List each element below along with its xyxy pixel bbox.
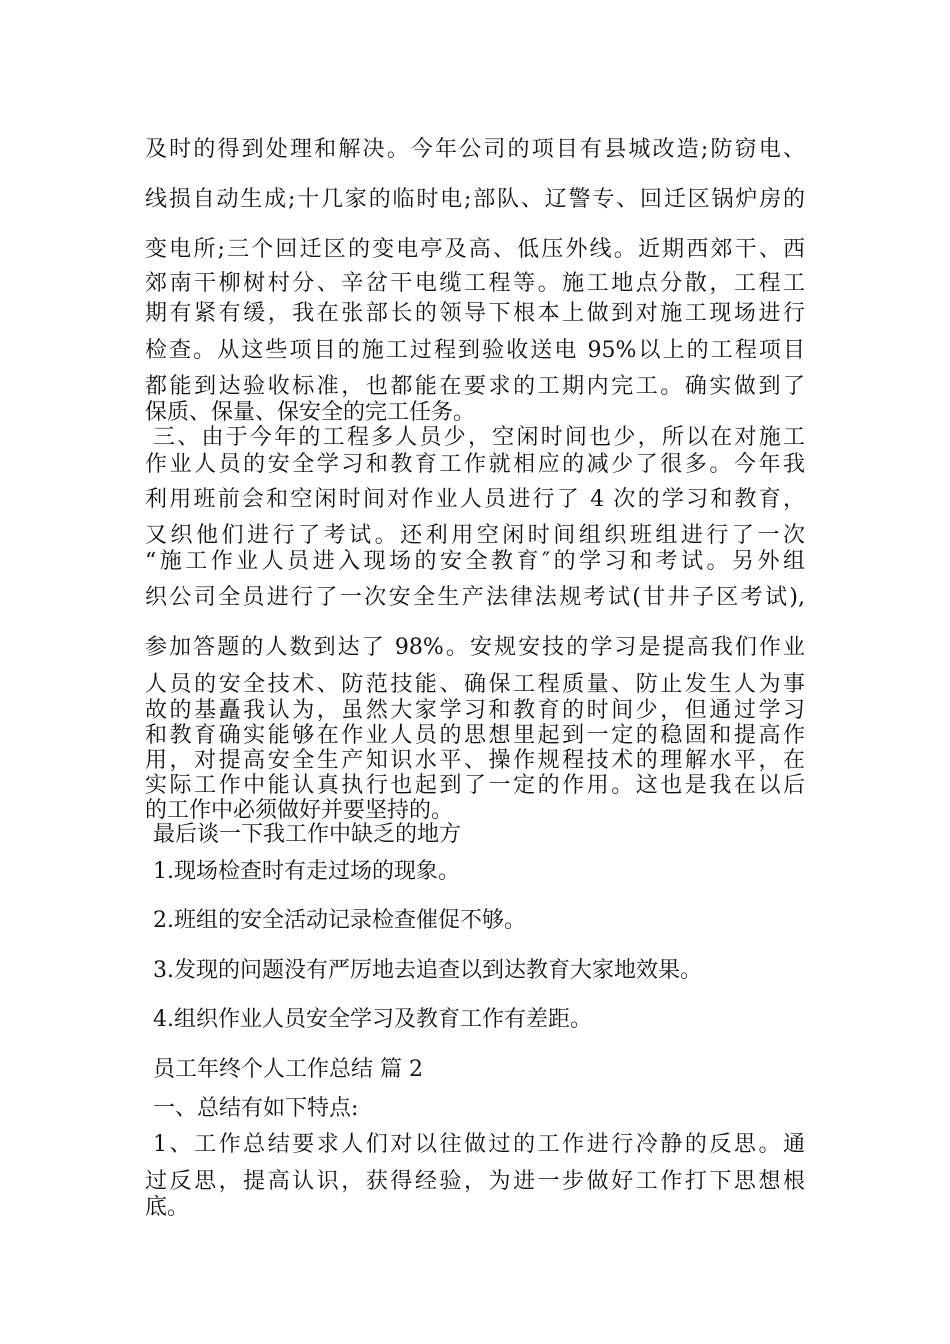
text-line: 作业人员的安全学习和教育工作就相应的减少了很多。今年我: [145, 452, 805, 477]
text-line: “施工作业人员进入现场的安全教育″的学习和考试。另外组: [145, 549, 805, 574]
text-line: 织公司全员进行了一次安全生产法律法规考试(甘井子区考试),: [145, 585, 805, 610]
list-item: 2.班组的安全活动记录检查催促不够。: [153, 908, 526, 933]
text-line: 参加答题的人数到达了 98%。安规安技的学习是提高我们作业: [145, 635, 805, 660]
list-item: 1.现场检查时有走过场的现象。: [153, 859, 460, 884]
section-heading: 员工年终个人工作总结 篇 2: [153, 1057, 423, 1082]
text-line: 又织他们进行了考试。还利用空闲时间组织班组进行了一次: [145, 523, 805, 548]
text-line: 实际工作中能认真执行也起到了一定的作用。这也是我在以后: [145, 773, 805, 798]
text-line: 1、工作总结要求人们对以往做过的工作进行冷静的反思。通: [153, 1132, 805, 1157]
subsection-heading: 一、总结有如下特点:: [153, 1096, 359, 1121]
text-line: 人员的安全技术、防范技能、确保工程质量、防止发生人为事: [145, 672, 805, 697]
text-line: 线损自动生成;十几家的临时电;部队、辽警专、回迁区锅炉房的: [145, 187, 805, 212]
text-line: 郊南干柳树村分、辛岔干电缆工程等。施工地点分散，工程工: [145, 271, 805, 296]
text-line: 期有紧有缓，我在张部长的领导下根本上做到对施工现场进行: [145, 301, 805, 326]
text-line: 及时的得到处理和解决。今年公司的项目有县城改造;防窃电、: [145, 137, 805, 162]
text-line: 底。: [145, 1195, 190, 1220]
text-line: 检查。从这些项目的施工过程到验收送电 95%以上的工程项目: [145, 338, 805, 363]
text-line: 用，对提高安全生产知识水平、操作规程技术的理解水平，在: [145, 748, 805, 773]
text-line: 过反思，提高认识，获得经验，为进一步做好工作打下思想根: [145, 1169, 805, 1194]
text-line: 利用班前会和空闲时间对作业人员进行了 4 次的学习和教育，: [145, 487, 805, 512]
text-line: 的工作中必须做好并要坚持的。: [145, 798, 454, 823]
section-three-start: 三、由于今年的工程多人员少，空闲时间也少，所以在对施工: [153, 425, 805, 450]
text-line: 保质、保量、保安全的完工任务。: [145, 400, 476, 425]
list-item: 3.发现的问题没有严厉地去追查以到达教育大家地效果。: [153, 958, 702, 983]
text-line: 故的基矗我认为，虽然大家学习和教育的时间少，但通过学习: [145, 698, 805, 723]
text-line: 都能到达验收标准，也都能在要求的工期内完工。确实做到了: [145, 374, 805, 399]
text-line: 和教育确实能够在作业人员的思想里起到一定的稳固和提高作: [145, 723, 805, 748]
list-item: 4.组织作业人员安全学习及教育工作有差距。: [153, 1007, 592, 1032]
text-line: 变电所;三个回迁区的变电亭及高、低压外线。近期西郊干、西: [145, 237, 805, 262]
shortcomings-heading: 最后谈一下我工作中缺乏的地方: [153, 822, 462, 847]
